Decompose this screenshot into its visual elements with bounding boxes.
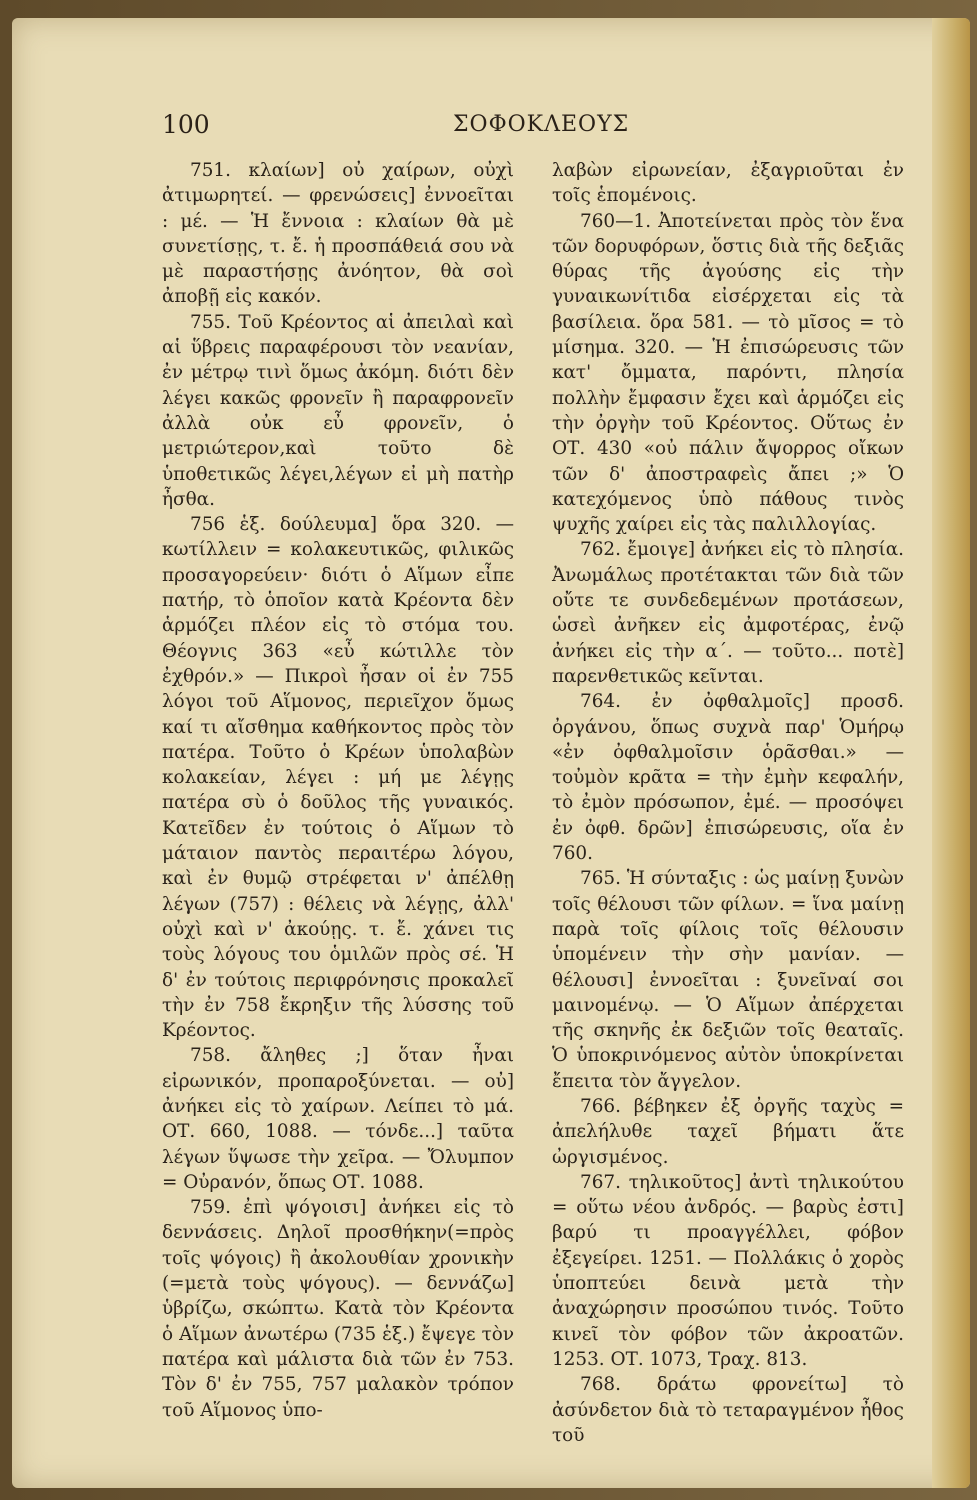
- commentary-note: 768. δράτω φρονείτω] τὸ ἀσύνδετον διὰ τὸ τεταραγμένον ἦθος τοῦ: [552, 1374, 904, 1446]
- commentary-note-continuation: λαβὼν εἰρωνείαν, ἐξαγριοῦται ἐν τοῖς ἑπομένοις.: [552, 160, 904, 207]
- commentary-note: 755. Τοῦ Κρέοντος αἱ ἀπειλαὶ καὶ αἱ ὕβρεις παραφέρουσι τὸν νεανίαν, ἐν μέτρῳ τινὶ ὅμως ἀκόμη. διότι δὲν λέγει κακῶς φρονεῖν ἢ παραφρονεῖν ἀλλὰ οὐκ εὖ φρονεῖν, ὁ μετριώτερον,καὶ τοῦτο δὲ ὑποθετικῶς λέγει,λέγων εἰ μὴ πατὴρ ἦσθα.: [162, 311, 514, 510]
- commentary-note: 766. βέβηκεν ἐξ ὀργῆς ταχὺς = ἀπελήλυθε ταχεῖ βήματι ἅτε ὠργισμένος.: [552, 1095, 904, 1168]
- page-spine-edge: [932, 18, 970, 1488]
- commentary-note: 765. Ἡ σύνταξις : ὡς μαίνῃ ξυνὼν τοῖς θέλουσι τῶν φίλων. = ἵνα μαίνῃ παρὰ τοῖς φίλοις τοῖς θέλουσιν ὑπομένειν τὴν σὴν μανίαν. — θέλουσι] ἐννοεῖται : ξυνεῖναί σοι μαινομένῳ. — Ὁ Αἵμων ἀπέρχεται τῆς σκηνῆς ἐκ δεξιῶν τοῖς θεαταῖς. Ὁ ὑποκρινόμενος αὐτὸν ὑποκρίνεται ἔπειτα τὸν ἄγγελον.: [552, 868, 904, 1092]
- commentary-note: 767. τηλικοῦτος] ἀντὶ τηλικούτου = οὕτω νέου ἀνδρός. — βαρὺς ἐστι] βαρύ τι προαγγέλλει, φόβον ἐξεγείρει. 1251. — Πολλάκις ὁ χορὸς ὑποπτεύει δεινὰ μετὰ τὴν ἀναχώρησιν προσώπου τινός. Τοῦτο κινεῖ τὸν φόβον τῶν ἀκροατῶν. 1253. ΟΤ. 1073, Τραχ. 813.: [552, 1171, 904, 1370]
- running-title: ΣΟΦΟΚΛΕΟΥΣ: [453, 112, 630, 137]
- commentary-note: 751. κλαίων] οὐ χαίρων, οὐχὶ ἀτιμωρητεί. — φρενώσεις] ἐννοεῖται : μέ. — Ἡ ἔννοια : κλαίων θὰ μὲ συνετίσῃς, τ. ἔ. ἡ προσπάθειά σου νὰ μὲ παραστήσῃς ἀνόητον, θὰ σοὶ ἀποβῇ εἰς κακόν.: [162, 160, 514, 308]
- commentary-note: 759. ἐπὶ ψόγοισι] ἀνήκει εἰς τὸ δεννάσεις. Δηλοῖ προσθήκην(=πρὸς τοῖς ψόγοις) ἢ ἀκολουθίαν χρονικὴν (=μετὰ τοὺς ψόγους). — δεννάζω] ὑβρίζω, σκώπτω. Κατὰ τὸν Κρέοντα ὁ Αἵμων ἀνωτέρω (735 ἑξ.) ἔψεγε τὸν πατέρα καὶ μάλιστα διὰ τῶν ἐν 753. Τὸν δ' ἐν 755, 757 μαλακὸν τρόπον τοῦ Αἵμονος ὑπο-: [162, 1197, 514, 1421]
- page-number: 100: [162, 110, 210, 139]
- commentary-note: 760—1. Ἀποτείνεται πρὸς τὸν ἕνα τῶν δορυφόρων, ὅστις διὰ τῆς δεξιᾶς θύρας τῆς ἀγούσης εἰς τὴν γυναικωνίτιδα εἰσέρχεται εἰς τὰ βασίλεια. ὅρα 581. — τὸ μῖσος = τὸ μίσημα. 320. — Ἡ ἐπισώρευσις τῶν κατ' ὄμματα, παρόντι, πλησία πολλὴν ἔμφασιν ἔχει καὶ ἁρμόζει εἰς τὴν ὀργὴν τοῦ Κρέοντος. Οὕτως ἐν ΟΤ. 430 «οὐ πάλιν ἄψορρος οἴκων τῶν δ' ἀποστραφεὶς ἄπει ;» Ὁ κατεχόμενος ὑπὸ πάθους τινὸς ψυχῆς χαίρει εἰς τὰς παλιλλογίας.: [552, 210, 904, 536]
- right-column: [552, 158, 904, 1448]
- left-column: [162, 158, 514, 1423]
- commentary-note: 764. ἐν ὀφθαλμοῖς] προσδ. ὀργάνου, ὅπως συχνὰ παρ' Ὁμήρῳ «ἐν ὀφθαλμοῖσιν ὁρᾶσθαι.» — τοὐμὸν κρᾶτα = τὴν ἐμὴν κεφαλήν, τὸ ἐμὸν πρόσωπον, ἐμέ. — προσόψει ἐν ὀφθ. δρῶν] ἐπισώρευσις, οἵα ἐν 760.: [552, 691, 904, 865]
- commentary-note: 756 ἑξ. δούλευμα] ὅρα 320. — κωτίλλειν = κολακευτικῶς, φιλικῶς προσαγορεύειν· διότι ὁ Αἵμων εἶπε πατήρ, τὸ ὁποῖον κατὰ Κρέοντα δὲν ἁρμόζει πλέον εἰς τὸ στόμα του. Θέογνις 363 «εὖ κώτιλλε τὸν ἐχθρόν.» — Πικροὶ ἦσαν οἱ ἐν 755 λόγοι τοῦ Αἵμονος, περιεῖχον ὅμως καί τι αἴσθημα καθήκοντος πρὸς τὸν πατέρα. Τοῦτο ὁ Κρέων ὑπολαβὼν κολακείαν, λέγει : μή με λέγῃς πατέρα σὺ ὁ δοῦλος τῆς γυναικός. Κατεῖδεν ἐν τούτοις ὁ Αἵμων τὸ μάταιον παντὸς περαιτέρω λόγου, καὶ ἐν θυμῷ στρέφεται ν' ἀπέλθῃ λέγων (757) : θέλεις νὰ λέγῃς, ἀλλ' οὐχὶ καὶ ν' ἀκούῃς. τ. ἔ. χάνει τις τοὺς λόγους του ὁμιλῶν πρὸς σέ. Ἡ δ' ἐν τούτοις περιφρόνησις προκαλεῖ τὴν ἐν 758 ἔκρηξιν τῆς λύσσης τοῦ Κρέοντος.: [162, 514, 514, 1042]
- commentary-note: 758. ἄληθες ;] ὅταν ἦναι εἰρωνικόν, προπαροξύνεται. — οὐ] ἀνήκει εἰς τὸ χαίρων. Λείπει τὸ μά. ΟΤ. 660, 1088. — τόνδε...] ταῦτα λέγων ὕψωσε τὴν χεῖρα. — Ὄλυμπον = Οὐρανόν, ὅπως ΟΤ. 1088.: [162, 1045, 514, 1193]
- commentary-note: 762. ἔμοιγε] ἀνήκει εἰς τὸ πλησία. Ἀνωμάλως προτέτακται τῶν διὰ τῶν οὔτε τε συνδεδεμένων προτάσεων, ὡσεὶ ἀνῆκεν εἰς ἀμφοτέρας, ἐνῷ ἀνήκει εἰς τὴν α΄. — τοῦτο... ποτὲ] παρενθετικῶς κεῖνται.: [552, 539, 904, 687]
- running-header: [148, 110, 898, 140]
